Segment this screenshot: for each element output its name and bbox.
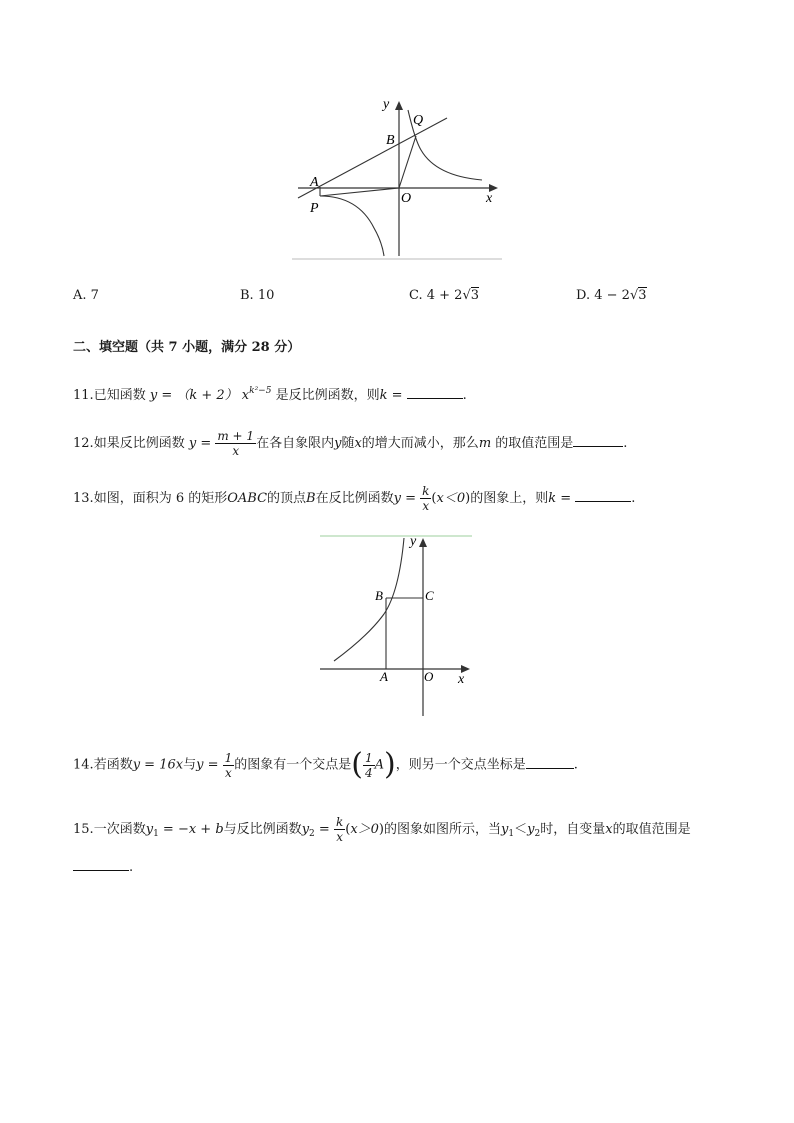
question-15-answer-line: . [73, 858, 133, 875]
label-y: y [410, 534, 417, 549]
label-b: B [375, 588, 383, 603]
q12-fraction: $\frac{m + 1}{x}$ [217, 429, 255, 458]
radical-sign: √ [629, 288, 639, 303]
label-x: x [486, 191, 493, 206]
q11-answer-blank[interactable] [407, 386, 463, 399]
radical-sign: √ [462, 288, 471, 303]
q13-answer-blank[interactable] [575, 489, 631, 502]
hyperbola-third-quadrant [320, 196, 384, 256]
y-axis-arrow [395, 101, 403, 110]
section-title: 二、填空题（共 7 小题，满分 28 分） [73, 340, 301, 355]
q15-answer-blank[interactable] [73, 858, 129, 871]
q14-point-fraction: $\frac{1}{4}$ [364, 750, 373, 780]
question-13: 13.如图，面积为 6 的矩形OABC的顶点B在反比例函数y = $\frac{k}{x}$ (x＜0)的图象上，则k = . [73, 484, 636, 513]
option-c[interactable]: C. 4 + 2√3 [409, 288, 480, 303]
segment-op [320, 188, 399, 196]
option-b[interactable]: B. 10 [240, 288, 275, 303]
question-12: 12.如果反比例函数 y = $\frac{m + 1}{x}$ 在各自象限内y随x的增大而减小，那么m 的取值范围是 . [73, 429, 628, 458]
figure-2-graph [316, 530, 476, 720]
q11-expression: y = （k + 2） x [149, 388, 250, 403]
question-11: 11.已知函数 y = （k + 2） $x^{k^2-5}$ 是反比例函数，则k = . [73, 386, 467, 403]
label-p: P [310, 201, 319, 216]
label-o: O [401, 191, 412, 206]
label-a: A [380, 669, 388, 684]
label-a: A [310, 175, 319, 190]
label-y: y [383, 97, 390, 112]
label-c: C [425, 588, 434, 603]
q12-answer-blank[interactable] [573, 434, 623, 447]
q14-answer-blank[interactable] [526, 756, 574, 769]
q14-fraction: $\frac{1}{x}$ [224, 750, 233, 780]
q11-exponent: k²−5 [249, 386, 272, 396]
question-15: 15.一次函数$y_1 = -x + b$与反比例函数$y_2$ = $\frac{k}{x}$ (x＞0)的图象如图所示，当$y_1<y_2$时，自变量x的取值范围是 [73, 815, 691, 844]
y-axis-arrow [419, 538, 427, 547]
label-o: O [424, 669, 434, 684]
question-14: 14.若函数y = 16x与y = $\frac{1}{x}$ 的图象有一个交点是( $\frac{1}{4}$ A)，则另一个交点坐标是 . [73, 747, 578, 782]
q13-fraction: $\frac{k}{x}$ [422, 484, 430, 513]
figure-1-graph [290, 92, 505, 264]
line-ab [298, 118, 447, 198]
segment-oq [399, 136, 416, 188]
label-q: Q [413, 113, 424, 128]
label-x: x [458, 672, 465, 687]
label-b: B [386, 133, 395, 148]
option-d[interactable]: D. 4 − 2√3 [576, 288, 647, 303]
hyperbola-second-quadrant [334, 538, 404, 661]
q15-fraction: $\frac{k}{x}$ [335, 815, 344, 844]
option-a[interactable]: A. 7 [73, 288, 99, 303]
